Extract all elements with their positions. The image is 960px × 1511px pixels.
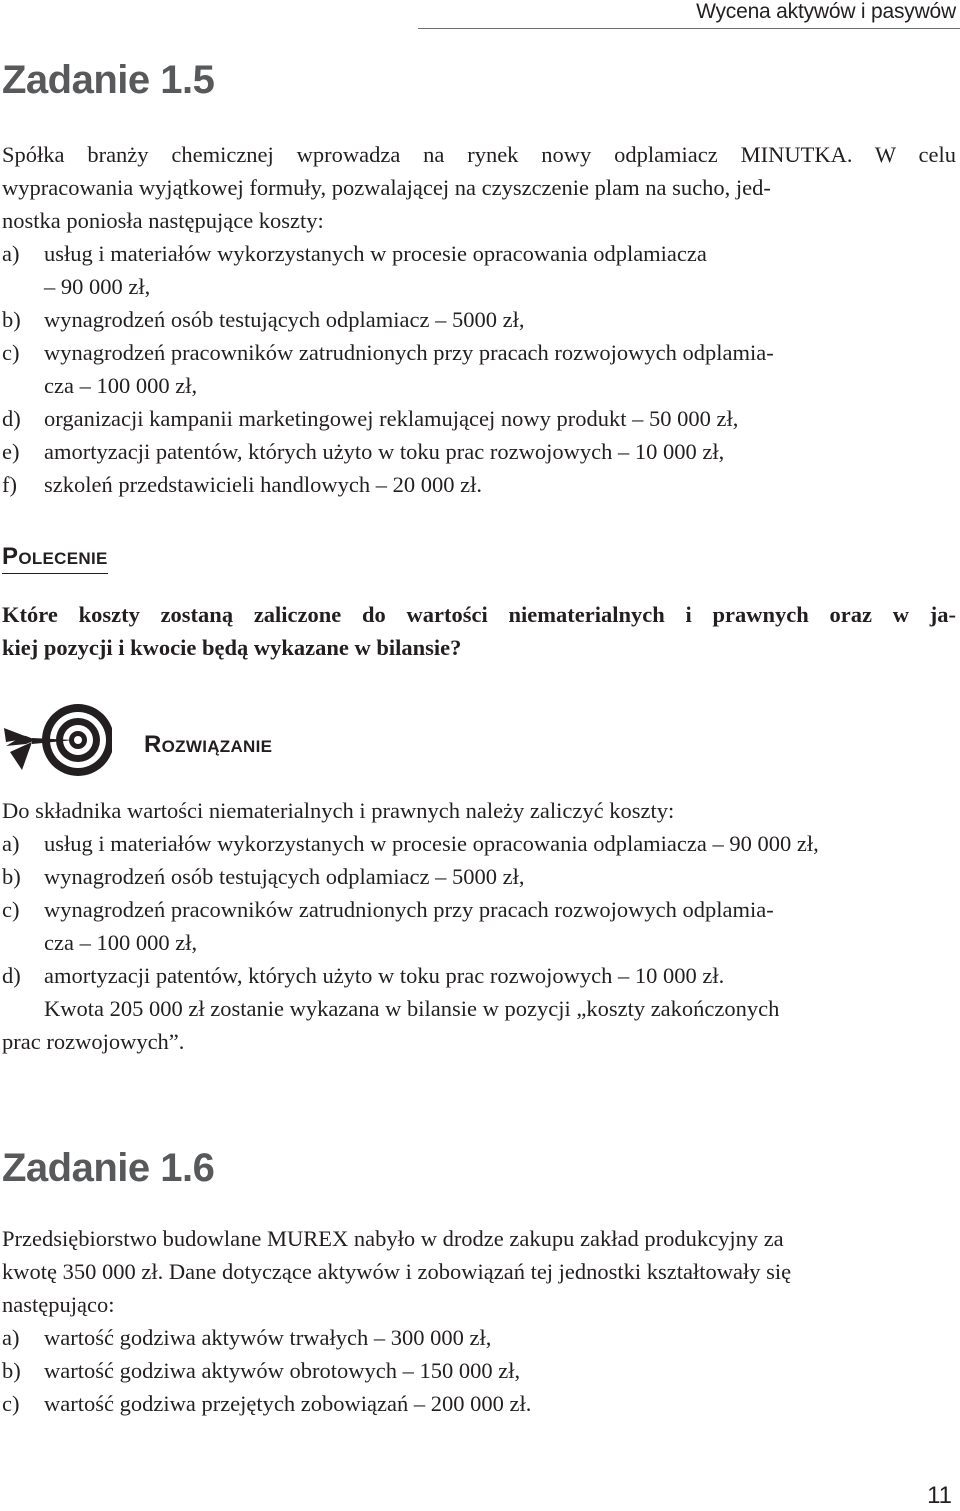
list-item-text: amortyzacji patentów, których użyto w toku prac rozwojowych – 10 000 zł, — [44, 439, 725, 464]
list-item-text: szkoleń przedstawicieli handlowych – 20 000 zł. — [44, 472, 483, 497]
intro-line: następująco: — [2, 1292, 115, 1317]
list-item — [2, 827, 956, 860]
list-marker: c) — [2, 1391, 20, 1416]
list-marker: a) — [2, 831, 20, 856]
intro-line: nostka poniosła następujące koszty: — [2, 208, 324, 233]
list-item-text: amortyzacji patentów, których użyto w toku prac rozwojowych – 10 000 zł. — [44, 963, 725, 988]
list-item-text: wynagrodzeń pracowników zatrudnionych przy pracach rozwojowych odplamia- — [44, 897, 774, 922]
list-item-text: wynagrodzeń osób testujących odplamiacz – 5000 zł, — [44, 307, 525, 332]
list-item-text: usług i materiałów wykorzystanych w procesie opracowania odplamiacza — [44, 241, 707, 266]
list-item-text: usług i materiałów wykorzystanych w procesie opracowania odplamiacza – 90 000 zł, — [44, 831, 819, 856]
intro-line: Spółka branży chemicznej wprowadza na rynek nowy odplamiacz MINUTKA. W celu — [2, 142, 956, 167]
task-1-6-title: Zadanie 1.6 — [2, 1146, 215, 1190]
list-item — [2, 959, 956, 992]
conclusion-line: Kwota 205 000 zł zostanie wykazana w bilansie w pozycji „koszty zakończonych — [44, 996, 780, 1021]
task-1-5-intro — [2, 138, 956, 501]
task-1-6-intro — [2, 1222, 956, 1420]
task-1-5-title: Zadanie 1.5 — [2, 58, 215, 102]
list-marker: a) — [2, 1325, 20, 1350]
list-item-text: cza – 100 000 zł, — [44, 373, 198, 398]
target-arrow-icon — [2, 700, 112, 780]
command-text: Które koszty zostaną zaliczone do wartości niematerialnych i prawnych oraz w ja- kiej pozycji i kwocie będą wykazane w bilansie? — [2, 602, 956, 660]
list-item-text: cza – 100 000 zł, — [44, 930, 198, 955]
list-item-text: wartość godziwa aktywów trwałych – 300 000 zł, — [44, 1325, 492, 1350]
conclusion-line: prac rozwojowych”. — [2, 1029, 185, 1054]
list-item — [2, 402, 956, 435]
page-number: 11 — [927, 1482, 952, 1509]
list-marker: a) — [2, 241, 20, 266]
list-item — [2, 1387, 956, 1420]
solution-heading: ROZWIĄZANIE — [144, 731, 273, 758]
command-heading: POLECENIE — [2, 544, 108, 574]
list-marker: b) — [2, 1358, 21, 1383]
intro-line: kwotę 350 000 zł. Dane dotyczące aktywów i zobowiązań tej jednostki kształtowały się — [2, 1259, 792, 1284]
list-marker: c) — [2, 340, 20, 365]
list-marker: c) — [2, 897, 20, 922]
intro-line: Przedsiębiorstwo budowlane MUREX nabyło w drodze zakupu zakład produkcyjny za — [2, 1226, 784, 1251]
list-marker: e) — [2, 439, 20, 464]
intro-line: wypracowania wyjątkowej formuły, pozwalającej na czyszczenie plam na sucho, jed- — [2, 175, 771, 200]
list-item — [2, 893, 956, 959]
list-item-text: wartość godziwa przejętych zobowiązań – 200 000 zł. — [44, 1391, 532, 1416]
list-marker: b) — [2, 864, 21, 889]
solution-text — [2, 794, 956, 1058]
running-header: Wycena aktywów i pasywów — [696, 0, 956, 23]
list-item — [2, 336, 956, 402]
list-item — [2, 860, 956, 893]
list-item — [2, 1354, 956, 1387]
list-item-text: organizacji kampanii marketingowej reklamującej nowy produkt – 50 000 zł, — [44, 406, 739, 431]
header-rule — [418, 28, 960, 29]
list-item-text: wynagrodzeń pracowników zatrudnionych przy pracach rozwojowych odplamia- — [44, 340, 774, 365]
list-item — [2, 1321, 956, 1354]
list-marker: d) — [2, 963, 21, 988]
list-item — [2, 303, 956, 336]
list-marker: f) — [2, 472, 17, 497]
list-item-text: wartość godziwa aktywów obrotowych – 150 000 zł, — [44, 1358, 521, 1383]
list-item — [2, 468, 956, 501]
solution-intro: Do składnika wartości niematerialnych i prawnych należy zaliczyć koszty: — [2, 798, 675, 823]
list-item — [2, 237, 956, 303]
list-item — [2, 435, 956, 468]
list-marker: d) — [2, 406, 21, 431]
list-marker: b) — [2, 307, 21, 332]
list-item-text: – 90 000 zł, — [44, 274, 151, 299]
list-item-text: wynagrodzeń osób testujących odplamiacz – 5000 zł, — [44, 864, 525, 889]
